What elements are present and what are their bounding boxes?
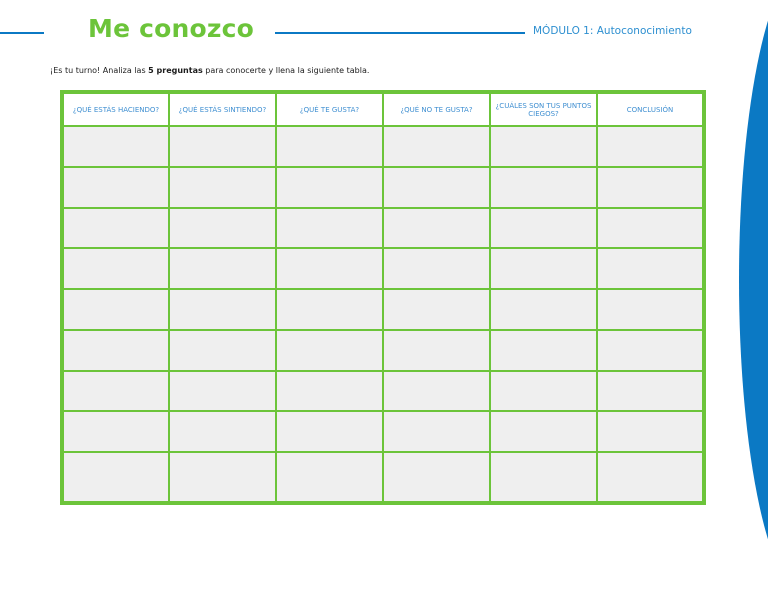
- header-cell-conclusion: CONCLUSIÓN: [597, 92, 704, 126]
- answer-cell[interactable]: [383, 452, 490, 503]
- answer-cell[interactable]: [597, 371, 704, 412]
- answer-cell[interactable]: [597, 411, 704, 452]
- answer-cell[interactable]: [490, 411, 597, 452]
- answer-cell[interactable]: [383, 208, 490, 249]
- table-row: [62, 371, 704, 412]
- answer-cell[interactable]: [276, 248, 383, 289]
- answer-cell[interactable]: [383, 289, 490, 330]
- answer-cell[interactable]: [383, 411, 490, 452]
- page-title: Me conozco: [88, 14, 255, 43]
- answer-cell[interactable]: [276, 371, 383, 412]
- table-row: [62, 289, 704, 330]
- answer-cell[interactable]: [62, 289, 169, 330]
- answer-cell[interactable]: [62, 126, 169, 167]
- answer-cell[interactable]: [597, 208, 704, 249]
- answer-cell[interactable]: [597, 289, 704, 330]
- table-row: [62, 167, 704, 208]
- answer-cell[interactable]: [169, 126, 276, 167]
- table-row: [62, 126, 704, 167]
- answer-cell[interactable]: [169, 452, 276, 503]
- answer-cell[interactable]: [276, 208, 383, 249]
- answer-cell[interactable]: [597, 330, 704, 371]
- answer-cell[interactable]: [62, 167, 169, 208]
- answer-cell[interactable]: [490, 208, 597, 249]
- answer-cell[interactable]: [62, 248, 169, 289]
- answer-cell[interactable]: [169, 208, 276, 249]
- header-mid-rule: [275, 32, 525, 34]
- answer-cell[interactable]: [169, 330, 276, 371]
- answer-cell[interactable]: [597, 452, 704, 503]
- answer-cell[interactable]: [383, 126, 490, 167]
- worksheet-table: [60, 90, 706, 505]
- instructions-before: ¡Es tu turno! Analiza las: [50, 66, 149, 75]
- answer-cell[interactable]: [383, 248, 490, 289]
- answer-cell[interactable]: [169, 248, 276, 289]
- answer-cell[interactable]: [383, 371, 490, 412]
- answer-cell[interactable]: [276, 411, 383, 452]
- header-cell-feeling: ¿QUÉ ESTÁS SINTIENDO?: [169, 92, 276, 126]
- answer-cell[interactable]: [597, 126, 704, 167]
- answer-cell[interactable]: [383, 167, 490, 208]
- answer-cell[interactable]: [276, 126, 383, 167]
- answer-cell[interactable]: [490, 371, 597, 412]
- answer-cell[interactable]: [490, 126, 597, 167]
- answer-cell[interactable]: [383, 330, 490, 371]
- module-label: MÓDULO 1: Autoconocimiento: [533, 25, 692, 37]
- header-cell-likes: ¿QUÉ TE GUSTA?: [276, 92, 383, 126]
- table-row: [62, 248, 704, 289]
- answer-cell[interactable]: [490, 248, 597, 289]
- header-cell-blind-spots: ¿CUÁLES SON TUS PUNTOS CIEGOS?: [490, 92, 597, 126]
- header-cell-doing: ¿QUÉ ESTÁS HACIENDO?: [62, 92, 169, 126]
- answer-cell[interactable]: [597, 167, 704, 208]
- answer-cell[interactable]: [62, 371, 169, 412]
- table-row: [62, 411, 704, 452]
- answer-cell[interactable]: [276, 452, 383, 503]
- answer-cell[interactable]: [276, 167, 383, 208]
- header-row: [62, 92, 704, 126]
- decorative-blue-arc: [739, 0, 768, 600]
- answer-cell[interactable]: [490, 330, 597, 371]
- answer-cell[interactable]: [62, 411, 169, 452]
- instructions-after: para conocerte y llena la siguiente tabla.: [202, 66, 370, 75]
- header-cell-dislikes: ¿QUÉ NO TE GUSTA?: [383, 92, 490, 126]
- table-row: [62, 452, 704, 503]
- table-body: [62, 126, 704, 503]
- answer-cell[interactable]: [276, 289, 383, 330]
- instructions-bold: 5 preguntas: [148, 66, 203, 75]
- answer-cell[interactable]: [276, 330, 383, 371]
- answer-cell[interactable]: [62, 330, 169, 371]
- answer-cell[interactable]: [169, 411, 276, 452]
- answer-cell[interactable]: [490, 452, 597, 503]
- table-row: [62, 208, 704, 249]
- answer-cell[interactable]: [490, 289, 597, 330]
- instructions-text: [50, 66, 369, 75]
- answer-cell[interactable]: [169, 167, 276, 208]
- table-row: [62, 330, 704, 371]
- answer-cell[interactable]: [62, 208, 169, 249]
- answer-cell[interactable]: [169, 289, 276, 330]
- answer-cell[interactable]: [597, 248, 704, 289]
- answer-cell[interactable]: [169, 371, 276, 412]
- header-left-rule: [0, 32, 44, 34]
- answer-cell[interactable]: [62, 452, 169, 503]
- answer-cell[interactable]: [490, 167, 597, 208]
